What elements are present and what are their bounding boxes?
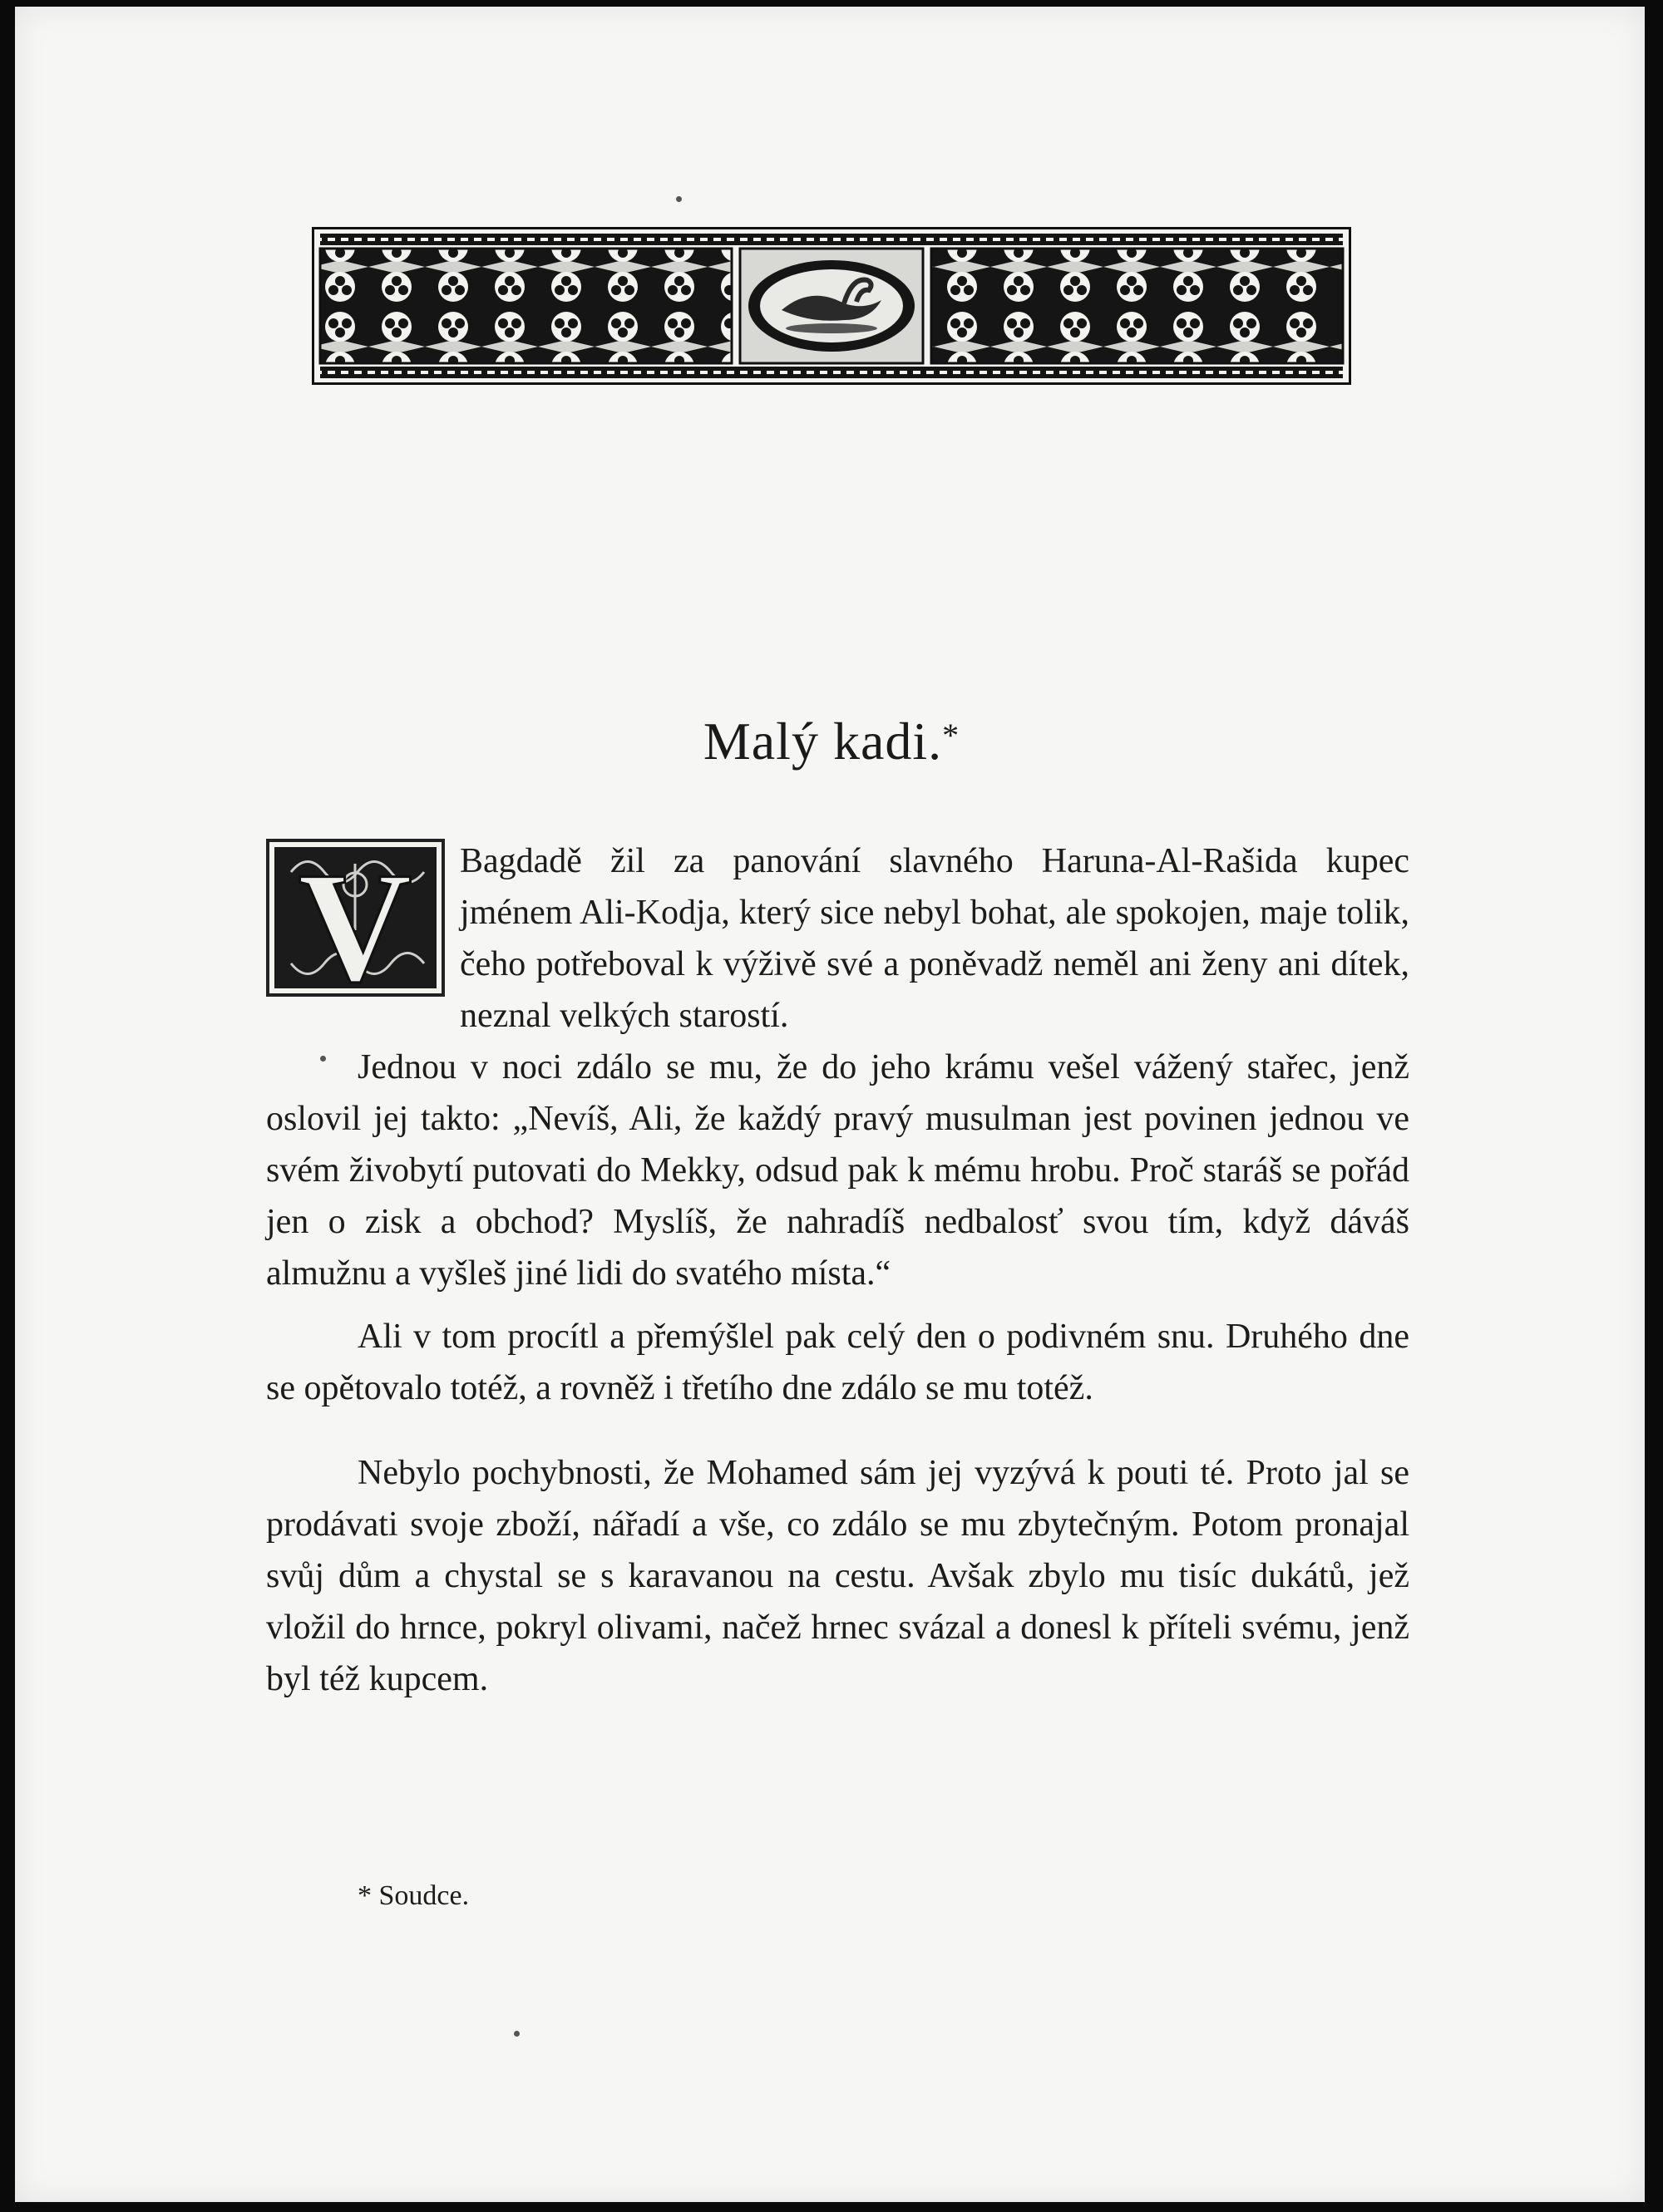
chapter-title (0, 711, 1663, 772)
paragraph-1-text: Bagdadě žil za panování slavného Haruna-Al-Rašida kupec jménem Ali-Kodja, který sice nebyl bohat, ale spokojen, maje tolik, čeho potřeboval k výživě své a poněvadž neměl ani ženy ani dítek, neznal velkých starostí. (460, 842, 1409, 1035)
main-text (266, 835, 1409, 1705)
title-footnote-mark: * (942, 717, 960, 754)
svg-text:V: V (298, 840, 412, 997)
print-speck (676, 196, 682, 202)
headpiece-ornament (312, 227, 1351, 385)
paragraph-4: Nebylo pochybnosti, že Mohamed sám jej vyzývá k pouti té. Proto jal se prodávati svoje zboží, nářadí a vše, co zdálo se mu zbytečným. Potom pronajal svůj dům a chystal se s karavanou na cestu. Avšak zbylo mu tisíc dukátů, jež vložil do hrnce, pokryl olivami, načež hrnec svázal a donesl k příteli svému, jenž byl též kupcem. (266, 1454, 1409, 1698)
title-text: Malý kadi. (703, 712, 943, 771)
trefoil-panel-right (931, 249, 1343, 363)
decorative-headpiece (312, 227, 1351, 385)
paragraph-3: Ali v tom procítl a přemýšlel pak celý den o podivném snu. Druhého dne se opětovalo totéž, a rovněž i třetího dne zdálo se mu totéž. (266, 1318, 1409, 1407)
footnote: * Soudce. (358, 1880, 470, 1911)
swan-medallion (740, 249, 923, 363)
paragraph-2: Jednou v noci zdálo se mu, že do jeho krámu vešel vážený stařec, jenž oslovil jej takto: „Nevíš, Ali, že každý pravý musulman jest povinen jednou ve svém živobytí putovati do Mekky, odsud pak k mému hrobu. Proč staráš se pořád jen o zisk a obchod? Myslíš, že nahradíš nedbalosť svou tím, když dáváš almužnu a vyšleš jiné lidi do svatého místa.“ (266, 1048, 1409, 1293)
paragraph-1 (266, 835, 1409, 1042)
trefoil-panel-left (320, 249, 732, 363)
print-speck (514, 2031, 520, 2037)
drop-cap-initial (266, 839, 445, 997)
